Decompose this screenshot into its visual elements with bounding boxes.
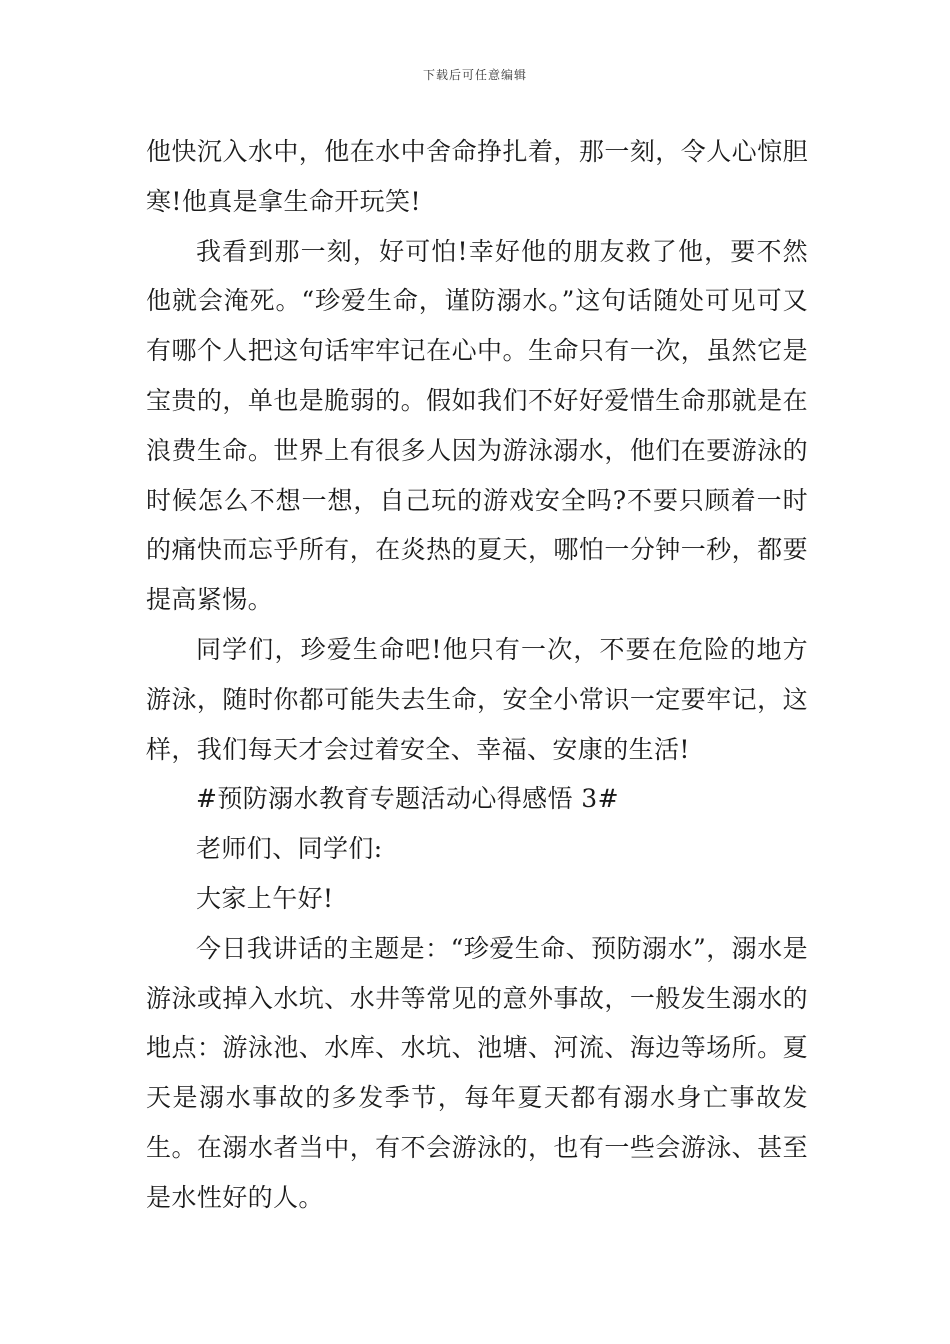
document-body bbox=[146, 127, 808, 1223]
paragraph: 今日我讲话的主题是：“珍爱生命、预防溺水”，溺水是游泳或掉入水坑、水井等常见的意外事故，一般发生溺水的地点：游泳池、水库、水坑、池塘、河流、海边等场所。夏天是溺水事故的多发季节，每年夏天都有溺水身亡事故发生。在溺水者当中，有不会游泳的，也有一些会游泳、甚至是水性好的人。 bbox=[146, 933, 808, 1212]
paragraph: 同学们，珍爱生命吧!他只有一次，不要在危险的地方游泳，随时你都可能失去生命，安全小常识一定要牢记，这样，我们每天才会过着安全、幸福、安康的生活! bbox=[146, 634, 808, 764]
salutation: 老师们、同学们: bbox=[196, 834, 383, 864]
greeting: 大家上午好! bbox=[196, 883, 334, 913]
page-header: 下载后可任意编辑 bbox=[422, 68, 527, 82]
paragraph-continuation: 他快沉入水中，他在水中舍命挣扎着，那一刻，令人心惊胆寒!他真是拿生命开玩笑! bbox=[146, 137, 808, 216]
paragraph: 我看到那一刻，好可怕!幸好他的朋友救了他，要不然他就会淹死。“珍爱生命，谨防溺水。”这句话随处可见可又有哪个人把这句话牢牢记在心中。生命只有一次，虽然它是宝贵的，单也是脆弱的。假如我们不好好爱惜生命那就是在浪费生命。世界上有很多人因为游泳溺水，他们在要游泳的时候怎么不想一想，自己玩的游戏安全吗?不要只顾着一时的痛快而忘乎所有，在炎热的夏天，哪怕一分钟一秒，都要提高紧惕。 bbox=[146, 236, 808, 615]
section-heading: #预防溺水教育专题活动心得感悟 3# bbox=[196, 784, 619, 814]
